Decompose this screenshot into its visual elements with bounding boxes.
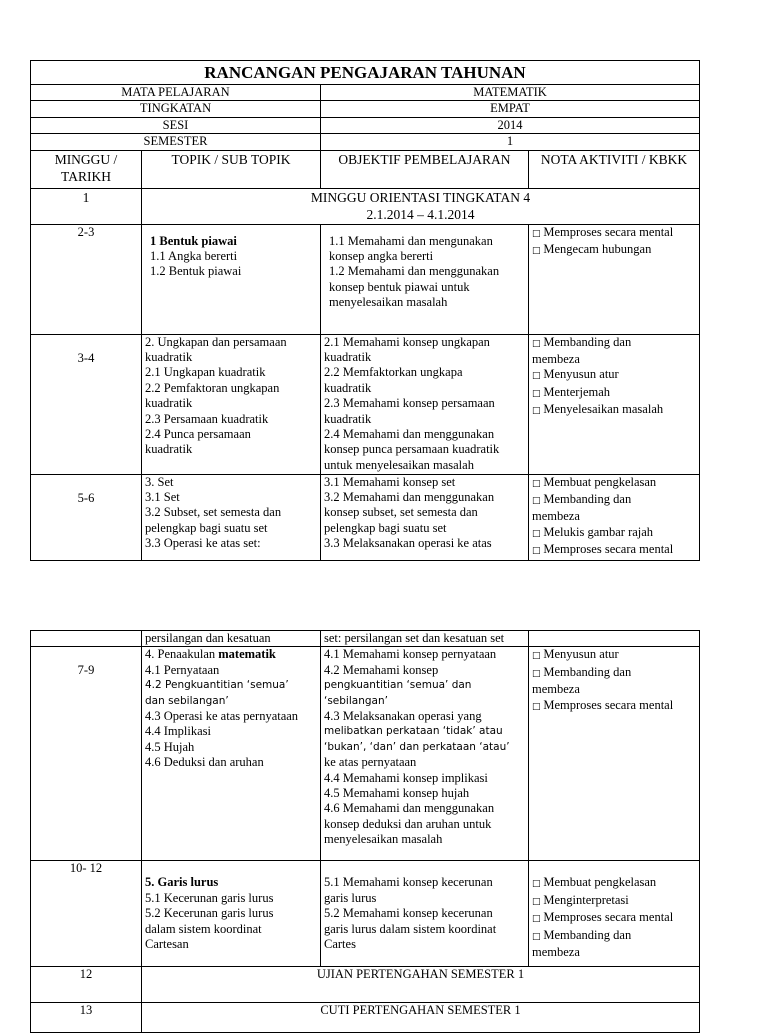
table-row-week-12: 12 UJIAN PERTENGAHAN SEMESTER 1 bbox=[31, 967, 700, 1003]
info-row-session: SESI 2014 bbox=[31, 117, 700, 133]
lesson-plan-table-page2 bbox=[30, 630, 700, 1033]
header-minggu: MINGGU / TARIKH bbox=[31, 150, 142, 188]
table-row-week-10-12: 10- 12 5. Garis lurus 5.1 Kecerunan garis lurus 5.2 Kecerunan garis lurus dalam sistem koordinat Cartesan 5.1 Memahami konsep kecerunan garis lurus 5.2 Memahami konsep kecerunan garis lurus dalam sistem koordinat Cartes □ Membuat pengkelasan □ Menginterpretasi □ Memproses secara mental □ Membanding dan membeza bbox=[31, 861, 700, 967]
topic-cell: 4. Penaakulan matematik 4.1 Pernyataan 4.2 Pengkuantitian ‘semua’ dan sebilangan’ 4.3 Operasi ke atas pernyataan 4.4 Implikasi 4.5 Hujah 4.6 Deduksi dan aruhan bbox=[142, 647, 321, 861]
table-row-week-7-9: 7-9 4. Penaakulan matematik 4.1 Pernyataan 4.2 Pengkuantitian ‘semua’ dan sebilangan’ 4.3 Operasi ke atas pernyataan 4.4 Implikasi 4.5 Hujah 4.6 Deduksi dan aruhan 4.1 Memahami konsep pernyataan 4.2 Memahami konsep pengkuantitian ‘semua’ dan ‘sebilangan’ 4.3 Melaksanakan operasi yang melibatkan perkataan ‘tidak’ atau ‘bukan’, ‘dan’ dan perkataan ‘atau’ ke atas pernyataan 4.4 Memahami konsep implikasi 4.5 Memahami konsep hujah 4.6 Memahami dan menggunakan konsep deduksi dan aruhan untuk menyelesaikan masalah □ Menyusun atur □ Membanding dan membeza □ Memproses secara mental bbox=[31, 647, 700, 861]
table-row-week-5-6: 5-6 3. Set 3.1 Set 3.2 Subset, set semesta dan pelengkap bagi suatu set 3.3 Operasi ke atas set: 3.1 Memahami konsep set 3.2 Memahami dan menggunakan konsep subset, set semesta dan pelengkap bagi suatu set 3.3 Melaksanakan operasi ke atas □ Membuat pengkelasan □ Membanding dan membeza □ Melukis gambar rajah □ Memproses secara mental bbox=[31, 474, 700, 560]
lesson-plan-table-page1 bbox=[30, 60, 700, 561]
topic-cell: 3. Set 3.1 Set 3.2 Subset, set semesta dan pelengkap bagi suatu set 3.3 Operasi ke atas set: bbox=[142, 474, 321, 560]
table-row-week-3-4: 3-4 2. Ungkapan dan persamaan kuadratik 2.1 Ungkapan kuadratik 2.2 Pemfaktoran ungkapan kuadratik 2.3 Persamaan kuadratik 2.4 Punca persamaan kuadratik 2.1 Memahami konsep ungkapan kuadratik 2.2 Memfaktorkan ungkapa kuadratik 2.3 Memahami konsep persamaan kuadratik 2.4 Memahami dan menggunakan konsep punca persamaan kuadratik untuk menyelesaikan masalah □ Membanding dan membeza □ Menyusun atur □ Menterjemah □ Menyelesaikan masalah bbox=[31, 334, 700, 474]
notes-cell: □ Membanding dan membeza □ Menyusun atur □ Menterjemah □ Menyelesaikan masalah bbox=[529, 334, 700, 474]
info-row-semester: SEMESTER 1 bbox=[31, 134, 700, 150]
table-row-week-2-3: 2-3 1 Bentuk piawai 1.1 Angka bererti 1.2 Bentuk piawai 1.1 Memahami dan mengunakan konsep angka bererti 1.2 Memahami dan menggunakan konsep bentuk piawai untuk menyelesaikan masalah □ Memproses secara mental □ Mengecam hubungan bbox=[31, 224, 700, 334]
objective-cell: 4.1 Memahami konsep pernyataan 4.2 Memahami konsep pengkuantitian ‘semua’ dan ‘sebilangan’ 4.3 Melaksanakan operasi yang melibatkan perkataan ‘tidak’ atau ‘bukan’, ‘dan’ dan perkataan ‘atau’ ke atas pernyataan 4.4 Memahami konsep implikasi 4.5 Memahami konsep hujah 4.6 Memahami dan menggunakan konsep deduksi dan aruhan untuk menyelesaikan masalah bbox=[321, 647, 529, 861]
table-row-continuation: persilangan dan kesatuan set: persilangan set dan kesatuan set bbox=[31, 631, 700, 647]
document-title: RANCANGAN PENGAJARAN TAHUNAN bbox=[31, 61, 700, 85]
table-row-week-1: 1 MINGGU ORIENTASI TINGKATAN 4 2.1.2014 – 4.1.2014 bbox=[31, 188, 700, 224]
notes-cell: □ Memproses secara mental □ Mengecam hubungan bbox=[529, 224, 700, 334]
notes-cell: □ Menyusun atur □ Membanding dan membeza □ Memproses secara mental bbox=[529, 647, 700, 861]
info-row-form: TINGKATAN EMPAT bbox=[31, 101, 700, 117]
objective-cell: 3.1 Memahami konsep set 3.2 Memahami dan menggunakan konsep subset, set semesta dan pelengkap bagi suatu set 3.3 Melaksanakan operasi ke atas bbox=[321, 474, 529, 560]
objective-cell: 1.1 Memahami dan mengunakan konsep angka bererti 1.2 Memahami dan menggunakan konsep bentuk piawai untuk menyelesaikan masalah bbox=[321, 224, 529, 334]
topic-cell: 5. Garis lurus 5.1 Kecerunan garis lurus 5.2 Kecerunan garis lurus dalam sistem koordinat Cartesan bbox=[142, 861, 321, 967]
column-header-row bbox=[31, 150, 700, 188]
header-objektif: OBJEKTIF PEMBELAJARAN bbox=[321, 150, 529, 188]
objective-cell: 2.1 Memahami konsep ungkapan kuadratik 2.2 Memfaktorkan ungkapa kuadratik 2.3 Memahami konsep persamaan kuadratik 2.4 Memahami dan menggunakan konsep punca persamaan kuadratik untuk menyelesaikan masalah bbox=[321, 334, 529, 474]
header-nota: NOTA AKTIVITI / KBKK bbox=[529, 150, 700, 188]
info-row-subject: MATA PELAJARAN MATEMATIK bbox=[31, 85, 700, 101]
topic-cell: 2. Ungkapan dan persamaan kuadratik 2.1 Ungkapan kuadratik 2.2 Pemfaktoran ungkapan kuadratik 2.3 Persamaan kuadratik 2.4 Punca persamaan kuadratik bbox=[142, 334, 321, 474]
table-row-week-13: 13 CUTI PERTENGAHAN SEMESTER 1 bbox=[31, 1003, 700, 1033]
header-topik: TOPIK / SUB TOPIK bbox=[142, 150, 321, 188]
topic-cell: 1 Bentuk piawai 1.1 Angka bererti 1.2 Bentuk piawai bbox=[142, 224, 321, 334]
notes-cell: □ Membuat pengkelasan □ Membanding dan membeza □ Melukis gambar rajah □ Memproses secara mental bbox=[529, 474, 700, 560]
notes-cell: □ Membuat pengkelasan □ Menginterpretasi □ Memproses secara mental □ Membanding dan membeza bbox=[529, 861, 700, 967]
objective-cell: 5.1 Memahami konsep kecerunan garis lurus 5.2 Memahami konsep kecerunan garis lurus dalam sistem koordinat Cartes bbox=[321, 861, 529, 967]
